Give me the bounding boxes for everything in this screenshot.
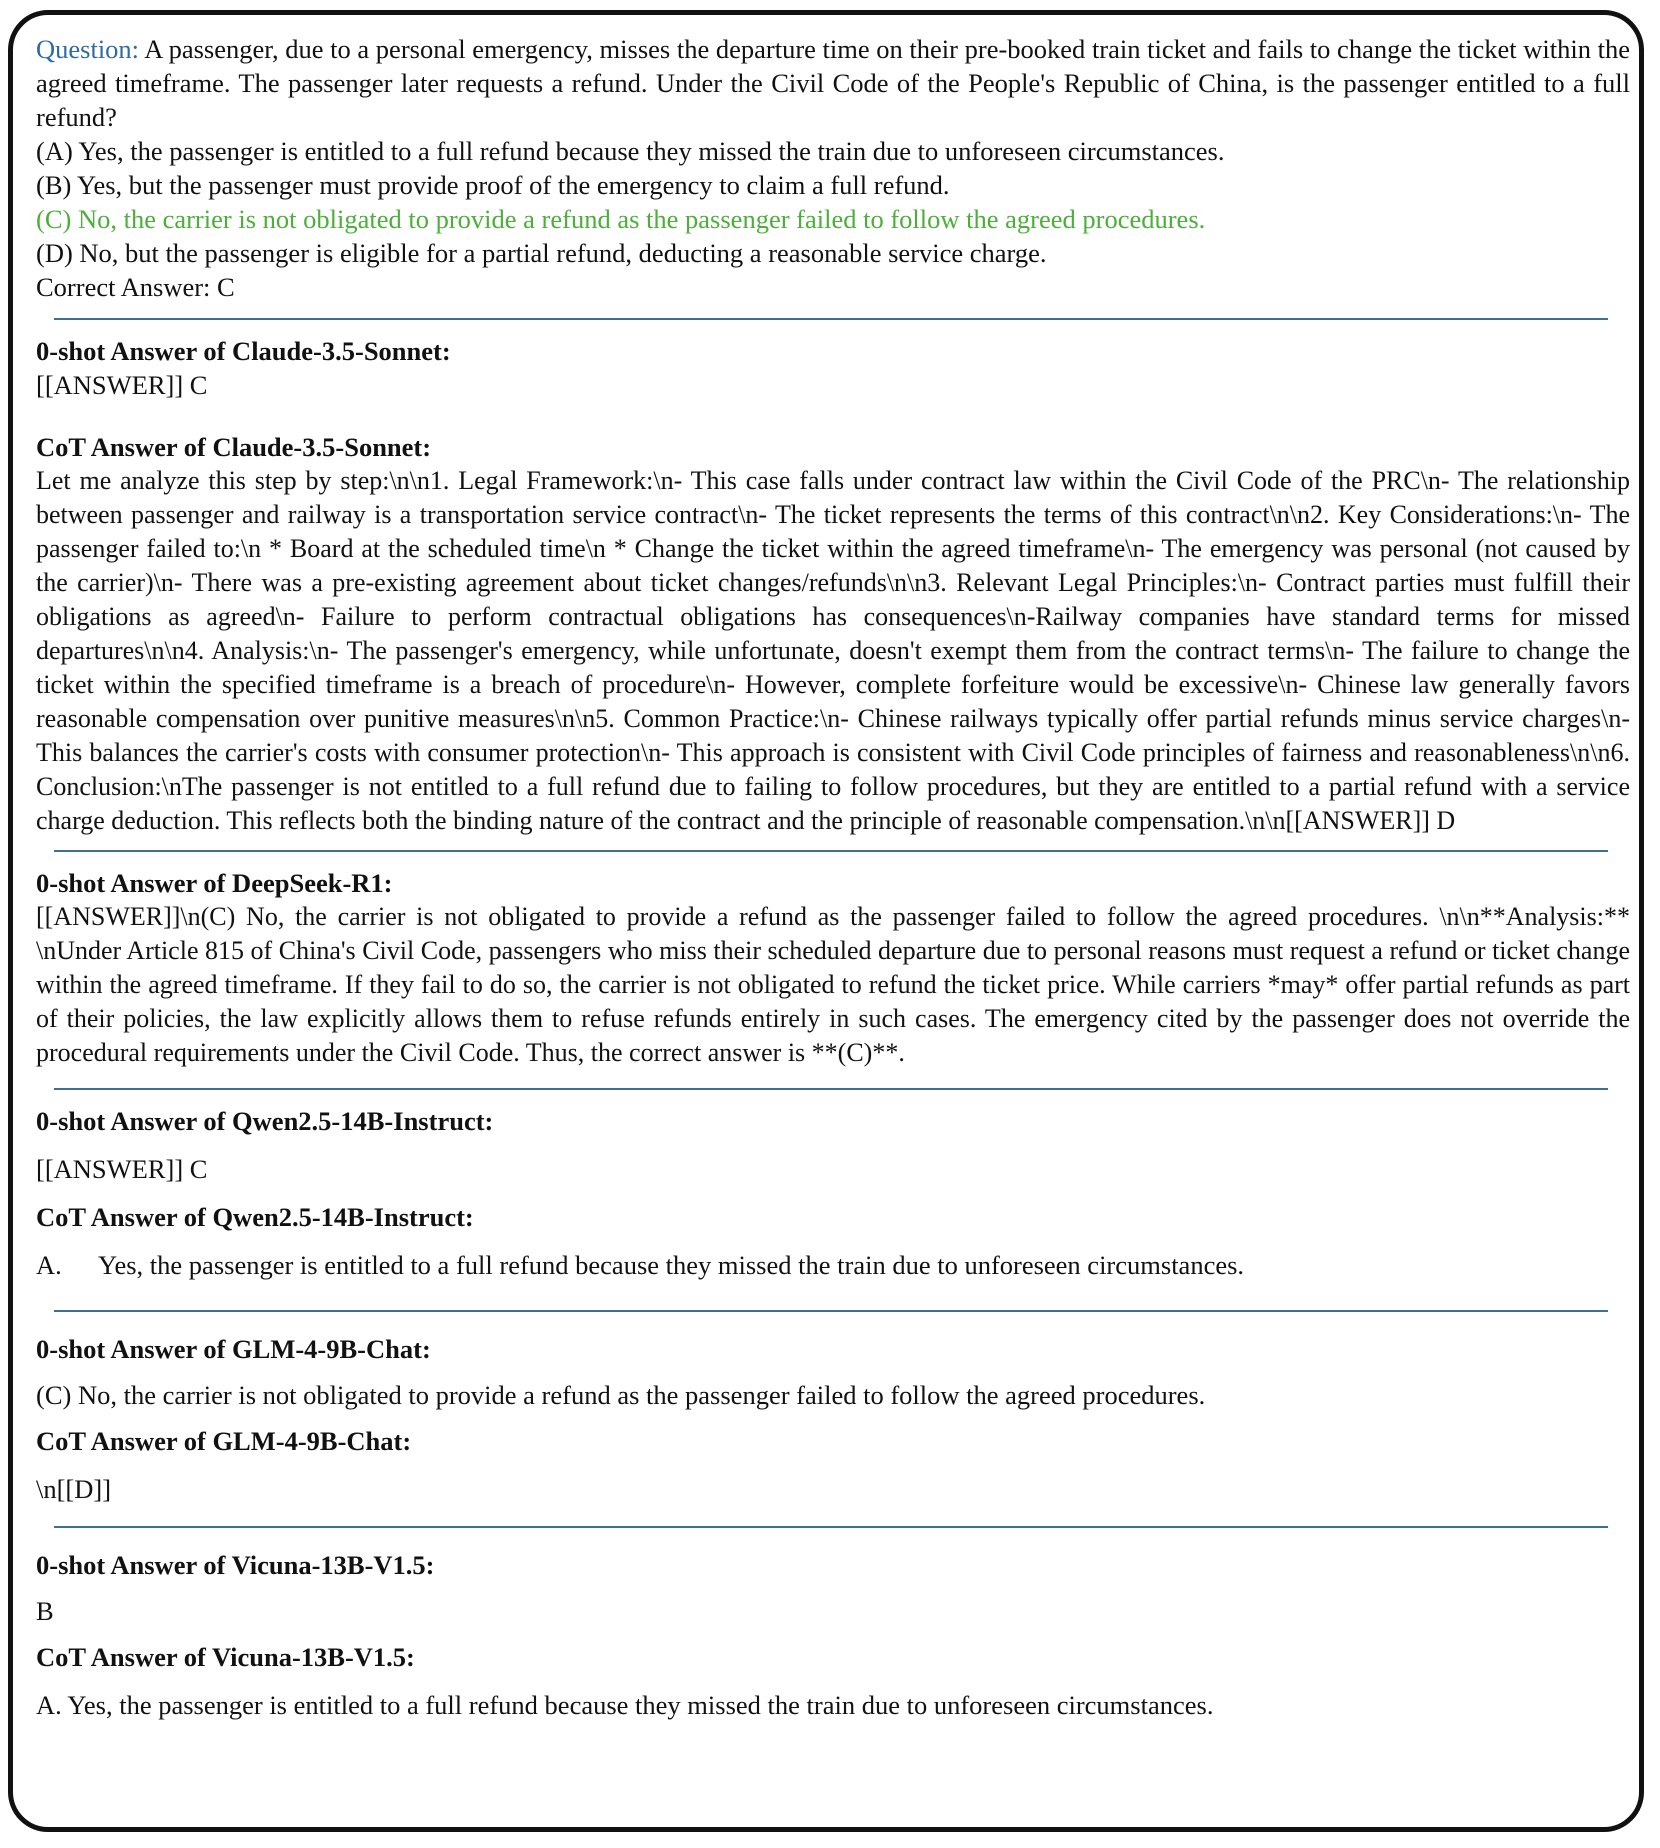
- question-label: Question:: [36, 34, 140, 64]
- claude-zero-shot-answer: [[ANSWER]] C: [36, 370, 208, 400]
- glm-zero-shot-heading: 0-shot Answer of GLM-4-9B-Chat:: [36, 1334, 431, 1364]
- vicuna-cot-answer: A. Yes, the passenger is entitled to a full refund because they missed the train due to unforeseen circumstances.: [36, 1690, 1214, 1720]
- vicuna-zero-shot-answer: B: [36, 1596, 54, 1626]
- case-study-content: [36, 32, 1630, 1722]
- claude-cot-answer: Let me analyze this step by step:\n\n1. Legal Framework:\n- This case falls under contract law within the Civil Code of the PRC\n- The relationship between passenger and railway is a transportation service contract\n- The ticket represents the terms of this contract\n\n2. Key Considerations:\n- The passenger failed to:\n * Board at the scheduled time\n * Change the ticket within the agreed timeframe\n- The emergency was personal (not caused by the carrier)\n- There was a pre-existing agreement about ticket changes/refunds\n\n3. Relevant Legal Principles:\n- Contract parties must fulfill their obligations as agreed\n- Failure to perform contractual obligations has consequences\n-Railway companies have standard terms for missed departures\n\n4. Analysis:\n- The passenger's emergency, while unfortunate, doesn't exempt them from the contract terms\n- The failure to change the ticket within the specified timeframe is a breach of procedure\n- However, complete forfeiture would be excessive\n- Chinese law generally favors reasonable compensation over punitive measures\n\n5. Common Practice:\n- Chinese railways typically offer partial refunds minus service charges\n- This balances the carrier's costs with consumer protection\n- This approach is consistent with Civil Code principles of fairness and reasonableness\n\n6. Conclusion:\nThe passenger is not entitled to a full refund due to failing to follow procedures, but they are entitled to a partial refund with a service charge deduction. This reflects both the binding nature of the contract and the principle of reasonable compensation.\n\n[[ANSWER]] D: [36, 466, 1630, 835]
- qwen-cot-answer-text: Yes, the passenger is entitled to a full refund because they missed the train due to unforeseen circumstances.: [98, 1250, 1245, 1280]
- glm-cot-answer: \n[[D]]: [36, 1474, 112, 1504]
- divider: [54, 1526, 1608, 1528]
- qwen-cot-heading: CoT Answer of Qwen2.5-14B-Instruct:: [36, 1202, 474, 1232]
- divider: [54, 1088, 1608, 1090]
- glm-zero-shot-answer: (C) No, the carrier is not obligated to provide a refund as the passenger failed to follow the agreed procedures.: [36, 1380, 1206, 1410]
- option-d: (D) No, but the passenger is eligible for a partial refund, deducting a reasonable service charge.: [36, 238, 1047, 268]
- question-block: [36, 32, 1630, 304]
- vicuna-section: [36, 1548, 1630, 1722]
- divider: [54, 318, 1608, 320]
- correct-answer: Correct Answer: C: [36, 272, 235, 302]
- deepseek-section: [36, 866, 1630, 1070]
- claude-section: [36, 334, 1630, 838]
- qwen-cot-answer: [36, 1248, 1630, 1282]
- qwen-cot-marker: A.: [36, 1250, 62, 1280]
- divider: [54, 1310, 1608, 1312]
- option-c-correct: (C) No, the carrier is not obligated to provide a refund as the passenger failed to follow the agreed procedures.: [36, 204, 1206, 234]
- vicuna-cot-heading: CoT Answer of Vicuna-13B-V1.5:: [36, 1642, 415, 1672]
- glm-cot-heading: CoT Answer of GLM-4-9B-Chat:: [36, 1426, 412, 1456]
- divider: [54, 850, 1608, 852]
- claude-cot-heading: CoT Answer of Claude-3.5-Sonnet:: [36, 432, 432, 462]
- question-paragraph: [36, 32, 1630, 134]
- option-b: (B) Yes, but the passenger must provide proof of the emergency to claim a full refund.: [36, 170, 950, 200]
- qwen-zero-shot-heading: 0-shot Answer of Qwen2.5-14B-Instruct:: [36, 1106, 494, 1136]
- vicuna-zero-shot-heading: 0-shot Answer of Vicuna-13B-V1.5:: [36, 1550, 435, 1580]
- claude-zero-shot-heading: 0-shot Answer of Claude-3.5-Sonnet:: [36, 336, 451, 366]
- question-text: A passenger, due to a personal emergency, misses the departure time on their pre-booked train ticket and fails to change the ticket within the agreed timeframe. The passenger later requests a refund. Under the Civil Code of the People's Republic of China, is the passenger entitled to a full refund?: [36, 34, 1630, 132]
- qwen-zero-shot-answer: [[ANSWER]] C: [36, 1154, 208, 1184]
- deepseek-zero-shot-answer: [[ANSWER]]\n(C) No, the carrier is not obligated to provide a refund as the passenger failed to follow the agreed procedures. \n\n**Analysis:** \nUnder Article 815 of China's Civil Code, passengers who miss their scheduled departure due to personal reasons must request a refund or ticket change within the agreed timeframe. If they fail to do so, the carrier is not obligated to refund the ticket price. While carriers *may* offer partial refunds as part of their policies, the law explicitly allows them to refuse refunds entirely in such cases. The emergency cited by the passenger does not override the procedural requirements under the Civil Code. Thus, the correct answer is **(C)**.: [36, 902, 1630, 1067]
- glm-section: [36, 1332, 1630, 1506]
- option-a: (A) Yes, the passenger is entitled to a full refund because they missed the train due to unforeseen circumstances.: [36, 136, 1225, 166]
- deepseek-zero-shot-heading: 0-shot Answer of DeepSeek-R1:: [36, 868, 393, 898]
- qwen-section: [36, 1104, 1630, 1282]
